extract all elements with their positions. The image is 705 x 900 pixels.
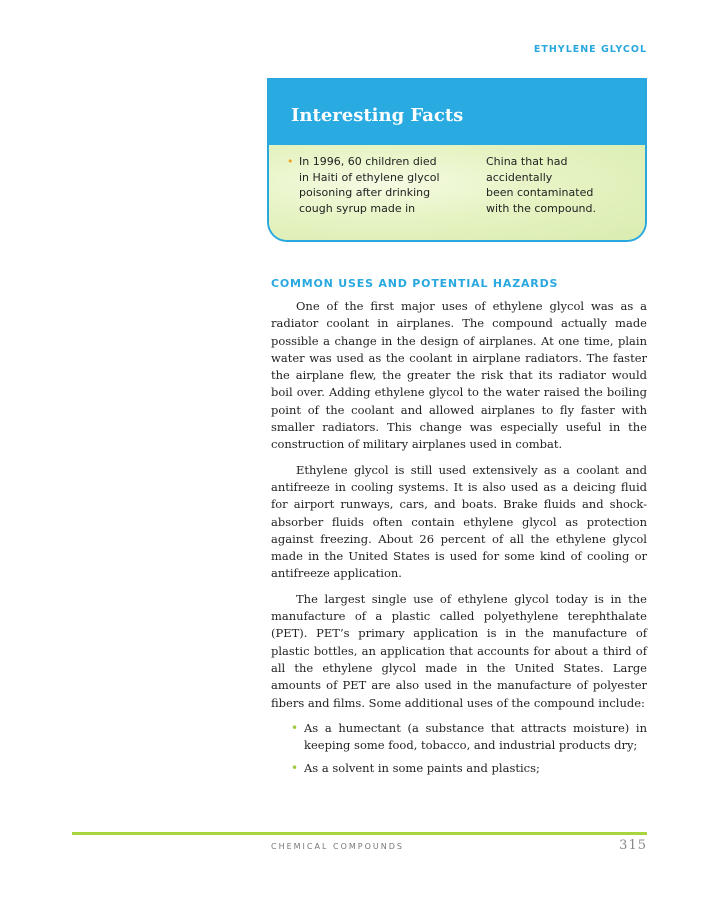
body-text [271,298,647,784]
facts-right-line: China that had [486,155,568,168]
facts-box-header [269,80,645,145]
footer-divider [72,832,647,835]
facts-left-column [287,154,469,216]
list-item-text: As a solvent in some paints and plastics; [304,761,540,776]
facts-left-line: poisoning after drinking [299,186,431,199]
facts-box-body [269,145,645,240]
bullet-icon: • [291,720,299,735]
interesting-facts-box [269,80,645,240]
paragraph: The largest single use of ethylene glycol today is in the manufacture of a plastic called polyethylene terephthalate (PET). PET’s primary application is in the manufacture of plastic bottles, an application that accounts for about a third of all the ethylene glycol made in the United States. Large amounts of PET are also used in the manufacture of polyester fibers and films. Some additional uses of the compound include: [271,591,647,710]
paragraph: One of the first major uses of ethylene glycol was as a radiator coolant in airplanes. The compound actually made possible a change in the design of airplanes. At one time, plain water was used as the coolant in airplane radiators. The faster the airplane flew, the greater the risk that its radiator would boil over. Adding ethylene glycol to the water raised the boiling point of the coolant and allowed airplanes to fly faster with smaller radiators. This change was especially useful in the construction of military airplanes used in combat. [271,299,647,452]
list-item [291,720,647,755]
facts-bullet-icon: • [287,155,294,168]
footer-book-title: CHEMICAL COMPOUNDS [271,842,404,851]
bullet-icon: • [291,761,299,776]
facts-left-line: cough syrup made in [299,201,416,215]
facts-right-line: accidentally [486,170,553,184]
paragraph: Ethylene glycol is still used extensively as a coolant and antifreeze in cooling systems. It is also used as a deicing fluid for airport runways, cars, and boats. Brake fluids and shock-absorber fluids often contain ethylene glycol as protection against freezing. About 26 percent of all the ethylene glycol made in the United States is used for some kind of cooling or antifreeze application. [271,462,647,581]
list-item-text: As a humectant (a substance that attracts moisture) in keeping some food, tobacco, and industrial products dry; [304,720,647,753]
facts-left-line: In 1996, 60 children died [299,155,437,168]
list-item [291,760,647,777]
page-number: 315 [619,838,647,853]
facts-box-title: Interesting Facts [291,105,464,126]
facts-right-column [486,154,616,216]
section-heading: COMMON USES AND POTENTIAL HAZARDS [271,277,559,290]
facts-right-line: with the compound. [486,201,597,215]
running-head: ETHYLENE GLYCOL [533,44,647,55]
uses-list [271,720,647,778]
facts-left-line: in Haiti of ethylene glycol [299,170,440,184]
facts-right-line: been contaminated [486,186,594,199]
